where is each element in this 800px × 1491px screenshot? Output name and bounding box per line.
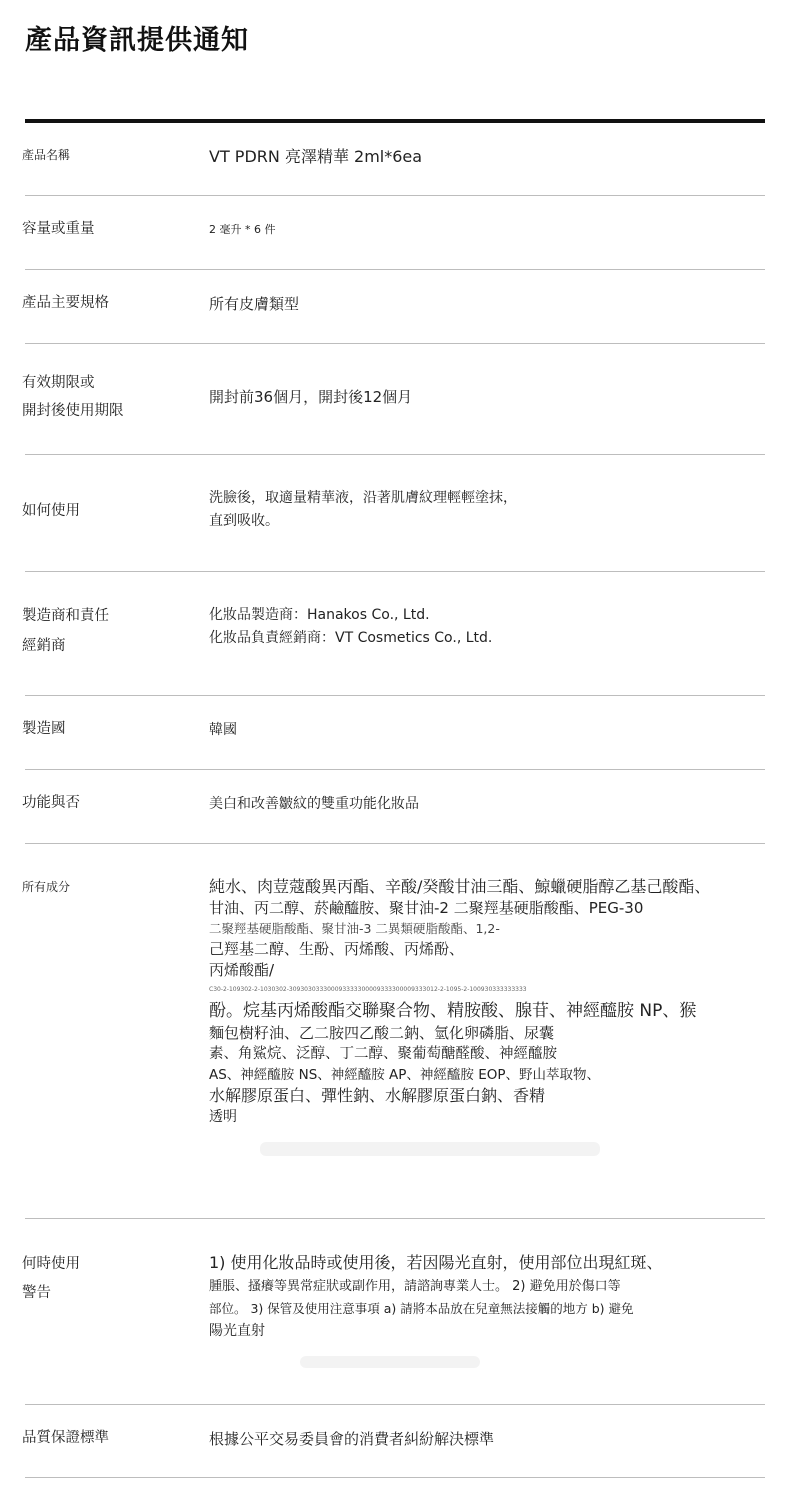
row-divider xyxy=(25,695,765,696)
ingredients-label: 所有成分 xyxy=(22,880,71,894)
ingredients-line: 己羥基二醇、生酚、丙烯酸、丙烯酚、 xyxy=(209,940,465,958)
expiry-label-line1: 有效期限或 xyxy=(22,375,95,391)
row-divider xyxy=(25,343,765,344)
header-rule xyxy=(25,119,765,123)
row-divider xyxy=(25,571,765,572)
product-name-value: VT PDRN 亮澤精華 2ml*6ea xyxy=(209,147,423,166)
volume-label: 容量或重量 xyxy=(22,221,95,237)
expiry-value: 開封前36個月，開封後12個月 xyxy=(209,388,413,406)
ingredients-line: 水解膠原蛋白、彈性鈉、水解膠原蛋白鈉、香精 xyxy=(209,1086,546,1105)
blurred-text-artifact xyxy=(300,1356,480,1368)
spec-label: 產品主要規格 xyxy=(22,295,109,311)
ingredients-line: 透明 xyxy=(209,1109,237,1125)
ingredients-line: 丙烯酸酯/ xyxy=(209,961,275,979)
ingredients-line: 麵包樹籽油、乙二胺四乙酸二鈉、氫化卵磷脂、尿囊 xyxy=(209,1024,555,1042)
ingredients-line: 素、角鯊烷、泛醇、丁二醇、聚葡萄醣醛酸、神經醯胺 xyxy=(209,1046,557,1062)
product-name-label: 產品名稱 xyxy=(22,148,71,162)
warnings-line: 1) 使用化妝品時或使用後，若因陽光直射，使用部位出現紅斑、 xyxy=(209,1253,663,1272)
usage-value-line1: 洗臉後，取適量精華液，沿著肌膚紋理輕輕塗抹， xyxy=(209,490,517,506)
spec-value: 所有皮膚類型 xyxy=(209,295,300,313)
warnings-line: 腫脹、搔癢等異常症狀或副作用，請諮詢專業人士。 2) 避免用於傷口等 xyxy=(209,1279,621,1294)
row-divider xyxy=(25,1477,765,1478)
expiry-label-line2: 開封後使用期限 xyxy=(22,403,124,419)
country-value: 韓國 xyxy=(209,722,237,738)
quality-label: 品質保證標準 xyxy=(22,1430,109,1446)
ingredients-line: C30-2-109302-2-1030302-309303033300093333300009333300009333012-2-1095-2-100930333333333 xyxy=(209,986,527,993)
warnings-label-line2: 警告 xyxy=(22,1285,51,1301)
row-divider xyxy=(25,769,765,770)
warnings-label-line1: 何時使用 xyxy=(22,1256,80,1272)
usage-label: 如何使用 xyxy=(22,503,80,519)
warnings-value xyxy=(209,1250,769,1342)
row-divider xyxy=(25,1218,765,1219)
row-divider xyxy=(25,843,765,844)
ingredients-line: AS、神經醯胺 NS、神經醯胺 AP、神經醯胺 EOP、野山萃取物、 xyxy=(209,1067,601,1083)
row-divider xyxy=(25,269,765,270)
function-label: 功能與否 xyxy=(22,795,80,811)
page-title: 產品資訊提供通知 xyxy=(25,25,249,56)
ingredients-line: 甘油、丙二醇、菸鹼醯胺、聚甘油-2 二聚羥基硬脂酸酯、PEG-30 xyxy=(209,899,644,917)
warnings-line: 部位。 3) 保管及使用注意事項 a) 請將本品放在兒童無法接觸的地方 b) 避免 xyxy=(209,1301,634,1316)
maker-value-line2: 化妝品負責經銷商：VT Cosmetics Co., Ltd. xyxy=(209,630,493,646)
row-divider xyxy=(25,1404,765,1405)
maker-label-line1: 製造商和責任 xyxy=(22,608,109,624)
usage-value-line2: 直到吸收。 xyxy=(209,513,279,529)
blurred-text-artifact xyxy=(260,1142,600,1156)
country-label: 製造國 xyxy=(22,721,66,737)
row-divider xyxy=(25,195,765,196)
ingredients-line: 二聚羥基硬脂酸酯、聚甘油-3 二異類硬脂酸酯、1,2- xyxy=(209,921,500,936)
warnings-line: 陽光直射 xyxy=(209,1323,265,1339)
ingredients-line: 酚。烷基丙烯酸酯交聯聚合物、精胺酸、腺苷、神經醯胺 NP、猴 xyxy=(209,1001,697,1021)
row-divider xyxy=(25,454,765,455)
ingredients-line: 純水、肉荳蔻酸異丙酯、辛酸/癸酸甘油三酯、鯨蠟硬脂醇乙基己酸酯、 xyxy=(209,877,711,896)
maker-value-line1: 化妝品製造商：Hanakos Co., Ltd. xyxy=(209,607,430,623)
function-value: 美白和改善皺紋的雙重功能化妝品 xyxy=(209,796,419,812)
quality-value: 根據公平交易委員會的消費者糾紛解決標準 xyxy=(209,1430,495,1448)
maker-label-line2: 經銷商 xyxy=(22,638,66,654)
volume-value: 2 毫升 * 6 件 xyxy=(209,223,276,236)
ingredients-value xyxy=(209,876,789,1128)
